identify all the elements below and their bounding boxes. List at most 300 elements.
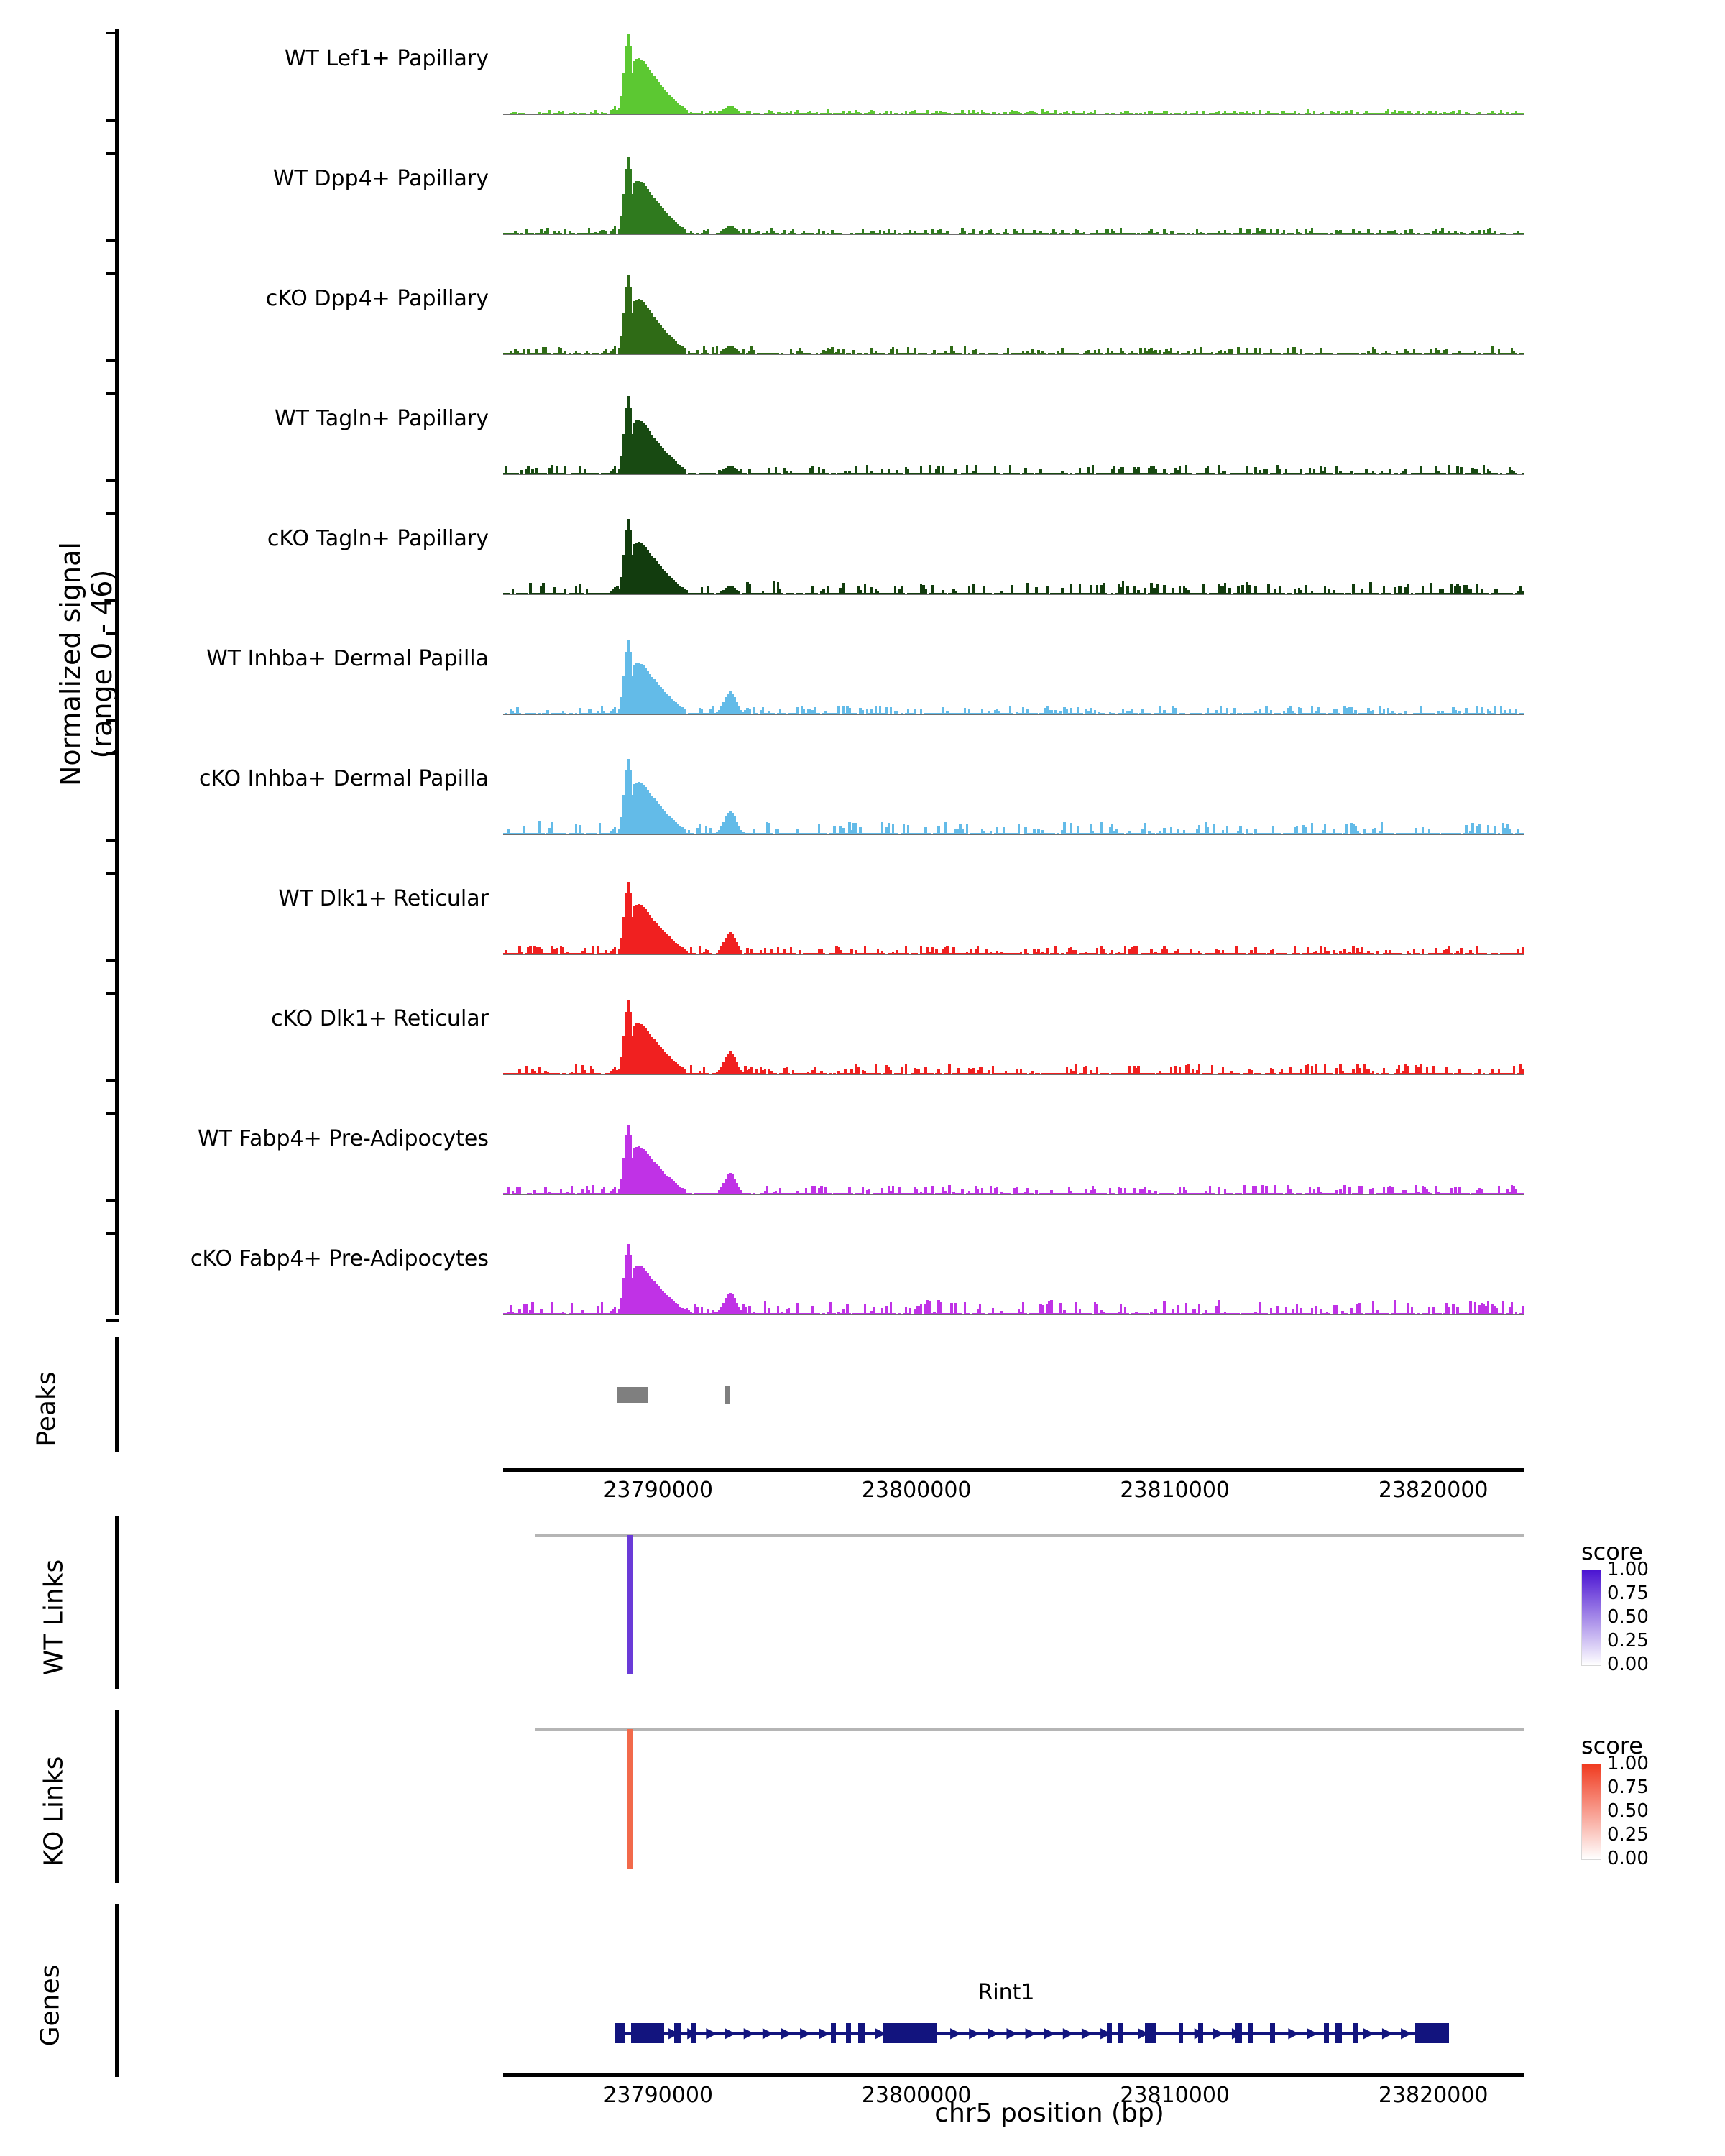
signal-bar bbox=[1311, 823, 1313, 834]
signal-bar bbox=[564, 229, 566, 234]
signal-bar bbox=[525, 1304, 527, 1314]
gene-exon bbox=[631, 2023, 664, 2043]
signal-bar bbox=[564, 589, 566, 594]
signal-bar bbox=[1059, 1303, 1061, 1314]
lane-baseline bbox=[503, 354, 1524, 355]
signal-bar bbox=[796, 1303, 799, 1314]
axis-tick bbox=[106, 1199, 119, 1202]
signal-bar bbox=[571, 1303, 573, 1314]
signal-bar bbox=[1361, 1186, 1363, 1194]
gene-exon bbox=[1248, 2023, 1254, 2043]
signal-bar bbox=[1218, 1300, 1220, 1314]
signal-lane bbox=[503, 389, 1524, 475]
axis-tick bbox=[106, 119, 119, 122]
signal-bar bbox=[948, 1064, 950, 1074]
axis-tick bbox=[106, 839, 119, 842]
signal-bar bbox=[684, 348, 686, 354]
signal-bar bbox=[950, 1303, 952, 1314]
strand-arrow-icon: ▶ bbox=[1044, 2024, 1055, 2041]
signal-bar bbox=[1218, 1187, 1220, 1194]
signal-bar bbox=[1096, 1067, 1098, 1074]
signal-bar bbox=[1343, 1185, 1346, 1194]
signal-area bbox=[503, 267, 1524, 354]
signal-bar bbox=[614, 346, 616, 354]
signal-bar bbox=[1144, 588, 1146, 594]
ko-legend-tick-labels bbox=[1607, 1753, 1672, 1869]
signal-bar bbox=[716, 346, 718, 354]
signal-bar bbox=[1092, 465, 1094, 474]
gene-exon bbox=[1324, 2023, 1329, 2043]
signal-bar bbox=[929, 1301, 931, 1314]
signal-bar bbox=[1085, 1066, 1087, 1074]
lane-baseline bbox=[503, 1314, 1524, 1315]
signal-bar bbox=[1070, 584, 1072, 594]
signal-bar bbox=[1163, 1301, 1165, 1314]
track-label: cKO Dlk1+ Reticular bbox=[271, 1006, 489, 1031]
strand-arrow-icon: ▶ bbox=[1307, 2024, 1318, 2041]
signal-bar bbox=[892, 347, 894, 354]
x-tick-label: 23790000 bbox=[603, 2083, 714, 2108]
signal-bar bbox=[855, 823, 857, 834]
signal-bar bbox=[829, 1302, 831, 1314]
signal-bar bbox=[1103, 583, 1105, 594]
strand-arrow-icon: ▶ bbox=[1288, 2024, 1300, 2041]
peaks-section-label: Peaks bbox=[32, 1371, 62, 1447]
signal-bar bbox=[512, 589, 514, 594]
axis-tick bbox=[106, 32, 119, 34]
signal-bar bbox=[1228, 588, 1230, 594]
gene-exon bbox=[831, 2023, 836, 2043]
signal-bar bbox=[1096, 948, 1098, 954]
peaks-x-axis-line bbox=[503, 1468, 1524, 1472]
wt-legend-gradient bbox=[1581, 1570, 1601, 1666]
gene-exon bbox=[883, 2023, 936, 2043]
signal-bar bbox=[1307, 1064, 1309, 1074]
ko-legend-gradient bbox=[1581, 1764, 1601, 1860]
x-tick-label: 23790000 bbox=[603, 1478, 714, 1503]
signal-bar bbox=[1100, 822, 1103, 834]
gene-exon bbox=[1118, 2023, 1123, 2043]
signal-area bbox=[503, 867, 1524, 954]
x-tick-label: 23820000 bbox=[1378, 1478, 1489, 1503]
x-tick-label: 23810000 bbox=[1120, 1478, 1230, 1503]
signal-bar bbox=[1452, 1304, 1454, 1314]
signal-bar bbox=[886, 707, 888, 714]
signal-bar bbox=[1346, 824, 1348, 834]
signal-bar bbox=[1124, 946, 1126, 954]
strand-arrow-icon: ▶ bbox=[949, 2024, 962, 2041]
signal-lane bbox=[503, 629, 1524, 715]
track-label: WT Tagln+ Papillary bbox=[275, 406, 489, 431]
signal-lane bbox=[503, 869, 1524, 955]
strand-arrow-icon: ▶ bbox=[706, 2024, 717, 2041]
track-label: WT Dpp4+ Papillary bbox=[272, 166, 489, 191]
signal-bar bbox=[901, 1067, 903, 1074]
signal-bar bbox=[1224, 583, 1226, 594]
signal-bar bbox=[1075, 1302, 1077, 1314]
strand-arrow-icon: ▶ bbox=[1062, 2024, 1075, 2041]
lane-baseline bbox=[503, 234, 1524, 235]
signal-bar bbox=[1430, 583, 1432, 594]
signal-bar bbox=[837, 706, 840, 714]
y-axis-title-line1: Normalized signal bbox=[55, 542, 86, 786]
signal-bar bbox=[529, 583, 531, 594]
track-label: cKO Tagln+ Papillary bbox=[267, 526, 489, 551]
signal-bar bbox=[507, 1187, 510, 1194]
gene-exon bbox=[1415, 2023, 1448, 2043]
signal-lane bbox=[503, 29, 1524, 115]
strand-arrow-icon: ▶ bbox=[1138, 2024, 1149, 2041]
wt-links-baseline bbox=[535, 1534, 1524, 1537]
signal-bar bbox=[1511, 1302, 1513, 1314]
signal-bar bbox=[1259, 1302, 1261, 1314]
signal-bar bbox=[1372, 1301, 1374, 1314]
signal-bar bbox=[1120, 1304, 1122, 1314]
signal-bar bbox=[1018, 824, 1020, 834]
signal-bar bbox=[1460, 467, 1463, 474]
signal-bar bbox=[531, 1302, 533, 1314]
ko-links-baseline bbox=[535, 1728, 1524, 1731]
axis-tick bbox=[106, 959, 119, 962]
strand-arrow-icon: ▶ bbox=[687, 2024, 699, 2041]
signal-bar bbox=[1050, 1300, 1052, 1314]
signal-lane bbox=[503, 509, 1524, 595]
axis-tick bbox=[106, 1232, 119, 1235]
signal-lane bbox=[503, 989, 1524, 1075]
signal-bar bbox=[1007, 348, 1009, 354]
strand-arrow-icon: ▶ bbox=[668, 2024, 680, 2041]
lane-baseline bbox=[503, 114, 1524, 115]
signal-area bbox=[503, 627, 1524, 714]
signal-bar bbox=[1369, 582, 1371, 594]
legend-tick-label: 0.25 bbox=[1607, 1630, 1649, 1651]
signal-bar bbox=[905, 1064, 907, 1074]
signal-bar bbox=[796, 707, 799, 714]
track-label: cKO Fabp4+ Pre-Adipocytes bbox=[190, 1246, 489, 1271]
signal-bar bbox=[1174, 708, 1177, 714]
signal-bar bbox=[1394, 1300, 1396, 1314]
signal-bar bbox=[1428, 1307, 1430, 1314]
gene-exon bbox=[615, 2023, 625, 2043]
track-label: cKO Inhba+ Dermal Papilla bbox=[198, 766, 489, 791]
signal-lane bbox=[503, 269, 1524, 355]
signal-bar bbox=[920, 1304, 922, 1314]
wt-legend-tick-labels bbox=[1607, 1559, 1672, 1675]
signal-bar bbox=[1022, 1302, 1024, 1314]
signal-bar bbox=[1300, 349, 1302, 354]
lane-baseline bbox=[503, 1074, 1524, 1075]
signal-bar bbox=[1135, 946, 1137, 954]
axis-tick bbox=[106, 392, 119, 395]
legend-tick-label: 0.00 bbox=[1607, 1848, 1649, 1869]
signal-bar bbox=[599, 823, 601, 834]
signal-bar bbox=[1233, 708, 1235, 714]
signal-bar bbox=[1469, 1301, 1471, 1314]
signal-bar bbox=[1075, 1064, 1077, 1074]
signal-bar bbox=[684, 469, 686, 474]
signal-bar bbox=[944, 822, 946, 834]
strand-arrow-icon: ▶ bbox=[743, 2024, 755, 2041]
axis-tick bbox=[106, 479, 119, 482]
strand-arrow-icon: ▶ bbox=[1363, 2024, 1375, 2041]
signal-bar bbox=[1079, 584, 1081, 594]
signal-bar bbox=[699, 824, 701, 834]
signal-bar bbox=[1046, 948, 1048, 954]
signal-bar bbox=[1198, 1304, 1200, 1314]
signal-bar bbox=[881, 822, 883, 834]
ko-legend-title: score bbox=[1581, 1732, 1643, 1759]
signal-area bbox=[503, 1227, 1524, 1314]
signal-bar bbox=[1324, 1064, 1326, 1074]
signal-bar bbox=[1315, 1306, 1317, 1314]
link-bar bbox=[627, 1535, 632, 1674]
signal-bar bbox=[773, 581, 775, 594]
x-tick-label: 23810000 bbox=[1120, 2083, 1230, 2108]
axis-tick bbox=[106, 1319, 119, 1322]
signal-bar bbox=[1494, 826, 1496, 834]
signal-bar bbox=[538, 821, 540, 834]
signal-bar bbox=[1063, 822, 1065, 834]
peaks-section-spine bbox=[115, 1337, 119, 1452]
signal-area bbox=[503, 1107, 1524, 1194]
signal-bar bbox=[768, 823, 770, 834]
lane-baseline bbox=[503, 474, 1524, 475]
signal-bar bbox=[551, 822, 553, 834]
gene-exon bbox=[1335, 2023, 1342, 2043]
genes-x-axis-line bbox=[503, 2073, 1524, 2077]
signal-bar bbox=[1487, 1301, 1489, 1314]
legend-tick-label: 1.00 bbox=[1607, 1559, 1649, 1580]
signal-bar bbox=[1348, 1187, 1350, 1194]
signal-bar bbox=[1407, 1303, 1409, 1314]
gene-name-label: Rint1 bbox=[978, 1980, 1035, 2005]
link-bar bbox=[627, 1729, 632, 1869]
signal-bar bbox=[1358, 1303, 1361, 1314]
lane-baseline bbox=[503, 714, 1524, 715]
signal-bar bbox=[966, 824, 968, 834]
gene-exon bbox=[1179, 2023, 1184, 2043]
signal-bar bbox=[1324, 824, 1326, 834]
signal-bar bbox=[888, 823, 890, 834]
signal-bar bbox=[842, 349, 844, 354]
y-axis-title-line2: (range 0 - 46) bbox=[86, 569, 118, 759]
signal-bar bbox=[1522, 1306, 1524, 1314]
signal-bar bbox=[546, 228, 548, 234]
signal-bar bbox=[924, 589, 926, 594]
signal-area bbox=[503, 987, 1524, 1074]
signal-bar bbox=[1448, 1307, 1450, 1314]
signal-bar bbox=[864, 1304, 866, 1314]
signal-bar bbox=[931, 1186, 933, 1194]
strand-arrow-icon: ▶ bbox=[724, 2024, 736, 2041]
signal-area bbox=[503, 27, 1524, 114]
wt-links-score-legend bbox=[1581, 1538, 1672, 1675]
signal-bar bbox=[1046, 586, 1048, 594]
strand-arrow-icon: ▶ bbox=[875, 2024, 886, 2041]
ko-links-score-legend bbox=[1581, 1732, 1672, 1869]
signal-lane bbox=[503, 749, 1524, 835]
signal-bar bbox=[954, 1303, 957, 1314]
signal-bar bbox=[614, 226, 616, 234]
signal-bar bbox=[1187, 1064, 1190, 1074]
legend-tick-label: 0.50 bbox=[1607, 1606, 1649, 1628]
genes-section-spine bbox=[115, 1904, 119, 2077]
signal-bar bbox=[523, 349, 525, 354]
gene-exon bbox=[858, 2023, 865, 2043]
x-tick-label: 23800000 bbox=[861, 2083, 972, 2108]
legend-tick-label: 0.25 bbox=[1607, 1824, 1649, 1846]
track-label: WT Lef1+ Papillary bbox=[284, 46, 489, 71]
signal-bar bbox=[1474, 1302, 1476, 1314]
signal-bar bbox=[564, 466, 566, 474]
track-label: WT Dlk1+ Reticular bbox=[278, 886, 489, 911]
signal-bar bbox=[1198, 1064, 1200, 1074]
strand-arrow-icon: ▶ bbox=[762, 2024, 774, 2041]
signal-bar bbox=[1311, 1308, 1313, 1314]
strand-arrow-icon: ▶ bbox=[1213, 2024, 1225, 2041]
signal-bar bbox=[748, 709, 750, 714]
signal-bar bbox=[764, 1301, 766, 1314]
signal-bar bbox=[914, 348, 916, 354]
lane-baseline bbox=[503, 1194, 1524, 1195]
legend-tick-label: 0.00 bbox=[1607, 1654, 1649, 1675]
signal-bar bbox=[1211, 1065, 1213, 1074]
ko-links-section-spine bbox=[115, 1710, 119, 1883]
wt-legend-title: score bbox=[1581, 1538, 1643, 1565]
signal-bar bbox=[614, 947, 616, 954]
signal-bar bbox=[1335, 1305, 1337, 1314]
strand-arrow-icon: ▶ bbox=[1400, 2024, 1412, 2041]
axis-tick bbox=[106, 1112, 119, 1115]
track-label: WT Inhba+ Dermal Papilla bbox=[206, 646, 489, 671]
gene-exon bbox=[1270, 2023, 1275, 2043]
signal-bar bbox=[862, 1187, 864, 1194]
axis-tick bbox=[106, 239, 119, 242]
signal-bar bbox=[972, 584, 975, 594]
wt-links-section-label: WT Links bbox=[39, 1559, 69, 1676]
axis-tick bbox=[106, 152, 119, 155]
signal-area bbox=[503, 387, 1524, 474]
signal-area bbox=[503, 747, 1524, 834]
axis-tick bbox=[106, 272, 119, 275]
signal-bar bbox=[890, 1302, 892, 1314]
peak-region bbox=[617, 1387, 648, 1403]
signal-bar bbox=[592, 946, 594, 954]
axis-tick bbox=[106, 872, 119, 875]
signal-lane bbox=[503, 1109, 1524, 1195]
signal-bar bbox=[996, 1187, 998, 1194]
signal-bar bbox=[875, 1064, 877, 1074]
strand-arrow-icon: ▶ bbox=[969, 2024, 980, 2041]
signal-bar bbox=[1460, 948, 1463, 954]
signal-bar bbox=[1420, 1064, 1422, 1074]
legend-tick-label: 0.75 bbox=[1607, 1777, 1649, 1798]
signal-bar bbox=[1315, 1064, 1317, 1074]
legend-tick-label: 1.00 bbox=[1607, 1753, 1649, 1774]
track-label: WT Fabp4+ Pre-Adipocytes bbox=[198, 1126, 489, 1151]
signal-bar bbox=[1372, 1188, 1374, 1194]
signal-bar bbox=[518, 1187, 520, 1194]
signal-bar bbox=[1272, 949, 1274, 954]
wt-links-section-spine bbox=[115, 1516, 119, 1689]
genes-section-label: Genes bbox=[35, 1964, 65, 2047]
signal-bar bbox=[868, 1189, 870, 1194]
strand-arrow-icon: ▶ bbox=[1231, 2024, 1243, 2041]
signal-bar bbox=[1502, 1301, 1504, 1314]
signal-bar bbox=[1522, 1069, 1524, 1074]
signal-bar bbox=[1259, 348, 1261, 354]
signal-bar bbox=[1279, 469, 1281, 474]
signal-bar bbox=[1389, 469, 1392, 474]
x-tick-label: 23800000 bbox=[861, 1478, 972, 1503]
signal-lane bbox=[503, 1229, 1524, 1315]
signal-lane bbox=[503, 149, 1524, 235]
strand-arrow-icon: ▶ bbox=[799, 2024, 811, 2041]
lane-baseline bbox=[503, 954, 1524, 955]
signal-bar bbox=[857, 1067, 859, 1074]
x-axis-title: chr5 position (bp) bbox=[934, 2099, 1164, 2128]
signal-bar bbox=[909, 1308, 911, 1314]
signal-bar bbox=[964, 1302, 966, 1314]
signal-area bbox=[503, 147, 1524, 234]
strand-arrow-icon: ▶ bbox=[1006, 2024, 1018, 2041]
strand-arrow-icon: ▶ bbox=[819, 2024, 830, 2041]
signal-bar bbox=[1185, 1303, 1187, 1314]
signal-bar bbox=[1471, 823, 1473, 834]
signal-bar bbox=[684, 709, 686, 714]
signal-bar bbox=[1096, 1304, 1098, 1314]
axis-tick bbox=[106, 359, 119, 362]
signal-bar bbox=[551, 1302, 553, 1314]
strand-arrow-icon: ▶ bbox=[781, 2024, 793, 2041]
signal-bar bbox=[939, 1302, 942, 1314]
signal-bar bbox=[1070, 823, 1072, 834]
lane-baseline bbox=[503, 594, 1524, 595]
signal-bar bbox=[1515, 709, 1517, 714]
signal-bar bbox=[1335, 1068, 1337, 1074]
peak-region bbox=[725, 1386, 729, 1404]
strand-arrow-icon: ▶ bbox=[1081, 2024, 1093, 2041]
signal-bar bbox=[964, 346, 966, 354]
signal-bar bbox=[556, 948, 558, 954]
signal-bar bbox=[1381, 822, 1383, 834]
signal-bar bbox=[961, 1189, 963, 1194]
signal-bar bbox=[1026, 583, 1029, 594]
strand-arrow-icon: ▶ bbox=[1025, 2024, 1036, 2041]
legend-tick-label: 0.50 bbox=[1607, 1800, 1649, 1822]
signal-bar bbox=[1122, 581, 1124, 594]
signal-bar bbox=[1407, 584, 1409, 594]
signal-bar bbox=[601, 1302, 603, 1314]
signal-bar bbox=[1404, 469, 1407, 474]
gene-exon bbox=[846, 2023, 851, 2043]
strand-arrow-icon: ▶ bbox=[1100, 2024, 1112, 2041]
signal-bar bbox=[1522, 947, 1524, 954]
strand-arrow-icon: ▶ bbox=[988, 2024, 999, 2041]
legend-tick-label: 0.75 bbox=[1607, 1583, 1649, 1604]
signal-bar bbox=[1226, 708, 1228, 714]
x-tick-label: 23820000 bbox=[1378, 2083, 1489, 2108]
lane-baseline bbox=[503, 834, 1524, 835]
ko-links-section-label: KO Links bbox=[39, 1756, 69, 1867]
signal-bar bbox=[954, 469, 957, 474]
gene-exon bbox=[1353, 2023, 1358, 2043]
signal-bar bbox=[890, 707, 892, 714]
signal-bar bbox=[948, 1185, 950, 1194]
strand-arrow-icon: ▶ bbox=[1381, 2024, 1394, 2041]
track-label: cKO Dpp4+ Papillary bbox=[265, 286, 489, 311]
signal-area bbox=[503, 507, 1524, 594]
